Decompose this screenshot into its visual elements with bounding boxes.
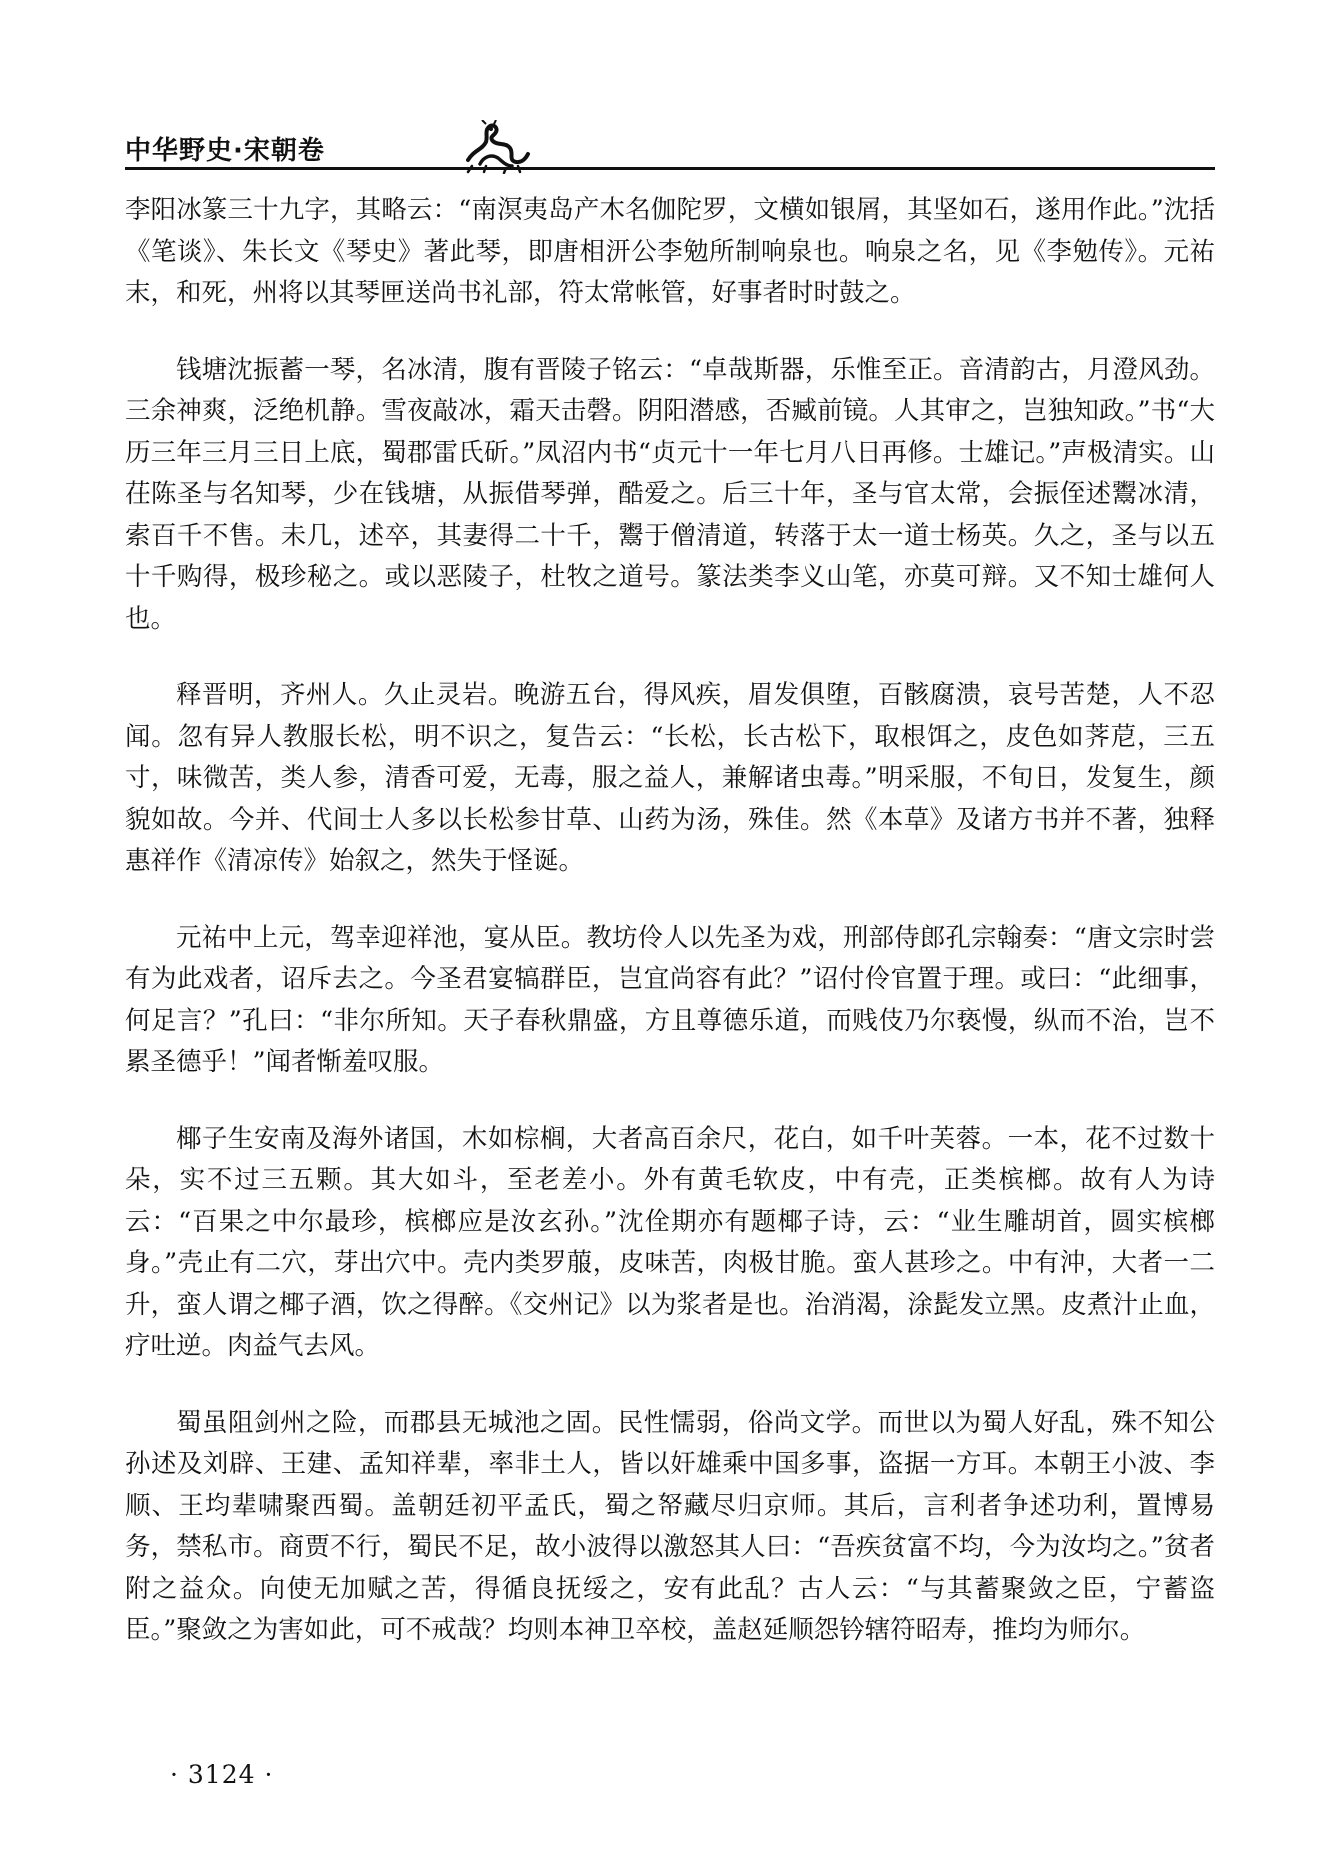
header-rule bbox=[125, 167, 1215, 170]
paragraph: 椰子生安南及海外诸国，木如棕榈，大者高百余尺，花白，如千叶芙蓉。一本，花不过数十朵，实不过三五颗。其大如斗，至老差小。外有黄毛软皮，中有壳，正类槟榔。故有人为诗云：“百果之中尔最珍，槟榔应是汝玄孙。”沈佺期亦有题椰子诗，云：“业生雕胡首，圆实槟榔身。”壳止有二穴，芽出穴中。壳内类罗菔，皮味苦，肉极甘脆。蛮人甚珍之。中有沖，大者一二升，蛮人谓之椰子酒，饮之得醉。《交州记》以为浆者是也。治消渴，涂髭发立黑。皮煮汁止血，疗吐逆。肉益气去风。 bbox=[125, 1123, 1215, 1361]
book-title: 中华野史·宋朝卷 bbox=[125, 136, 325, 166]
dragon-emblem-icon bbox=[460, 120, 532, 174]
page-number: · 3124 · bbox=[170, 1760, 274, 1789]
paragraph: 蜀虽阻剑州之险，而郡县无城池之固。民性懦弱，俗尚文学。而世以为蜀人好乱，殊不知公孙述及刘辟、王建、孟知祥辈，率非土人，皆以奸雄乘中国多事，盗据一方耳。本朝王小波、李顺、王均辈啸聚西蜀。盖朝廷初平孟氏，蜀之帑藏尽归京师。其后，言利者争述功利，置博易务，禁私市。商贾不行，蜀民不足，故小波得以激怒其人曰：“吾疾贫富不均，今为汝均之。”贫者附之益众。向使无加赋之苦，得循良抚绥之，安有此乱？古人云：“与其蓄聚敛之臣，宁蓄盗臣。”聚敛之为害如此，可不戒哉？均则本神卫卒校，盖赵延顺怨钤辖符昭寿，推均为师尔。 bbox=[125, 1407, 1215, 1645]
paragraph: 钱塘沈振蓄一琴，名冰清，腹有晋陵子铭云：“卓哉斯器，乐惟至正。音清韵古，月澄风劲。三余神爽，泛绝机静。雪夜敲冰，霜天击磬。阴阳潜感，否臧前镜。人其审之，岂独知政。”书“大历三年三月三日上底，蜀郡雷氏斫。”凤沼内书“贞元十一年七月八日再修。士雄记。”声极清实。山茌陈圣与名知琴，少在钱塘，从振借琴弹，酷爱之。后三十年，圣与官太常，会振侄述鬻冰清，索百千不售。未几，述卒，其妻得二十千，鬻于僧清道，转落于太一道士杨英。久之，圣与以五十千购得，极珍秘之。或以恶陵子，杜牧之道号。篆法类李义山笔，亦莫可辩。又不知士雄何人也。 bbox=[125, 354, 1215, 634]
body-text bbox=[125, 190, 1215, 1687]
paragraph: 李阳冰篆三十九字，其略云：“南溟夷岛产木名伽陀罗，文横如银屑，其坚如石，遂用作此。”沈括《笔谈》、朱长文《琴史》著此琴，即唐相汧公李勉所制响泉也。响泉之名，见《李勉传》。元祐末，和死，州将以其琴匣送尚书礼部，符太常帐管，好事者时时鼓之。 bbox=[125, 195, 1215, 308]
paragraph: 释晋明，齐州人。久止灵岩。晚游五台，得风疾，眉发俱堕，百骸腐溃，哀号苦楚，人不忍闻。忽有异人教服长松，明不识之，复告云：“长松，长古松下，取根饵之，皮色如荠苨，三五寸，味微苦，类人参，清香可爱，无毒，服之益人，兼解诸虫毒。”明采服，不旬日，发复生，颜貌如故。今并、代间士人多以长松参甘草、山药为汤，殊佳。然《本草》及诸方书并不著，独释惠祥作《清凉传》始叙之，然失于怪诞。 bbox=[125, 680, 1215, 876]
paragraph: 元祐中上元，驾幸迎祥池，宴从臣。教坊伶人以先圣为戏，刑部侍郎孔宗翰奏：“唐文宗时尝有为此戏者，诏斥去之。今圣君宴犒群臣，岂宜尚容有此？”诏付伶官置于理。或曰：“此细事，何足言？”孔曰：“非尔所知。天子春秋鼎盛，方且尊德乐道，而贱伎乃尔亵慢，纵而不治，岂不累圣德乎！”闻者惭羞叹服。 bbox=[125, 922, 1215, 1077]
page-header bbox=[125, 120, 1215, 180]
